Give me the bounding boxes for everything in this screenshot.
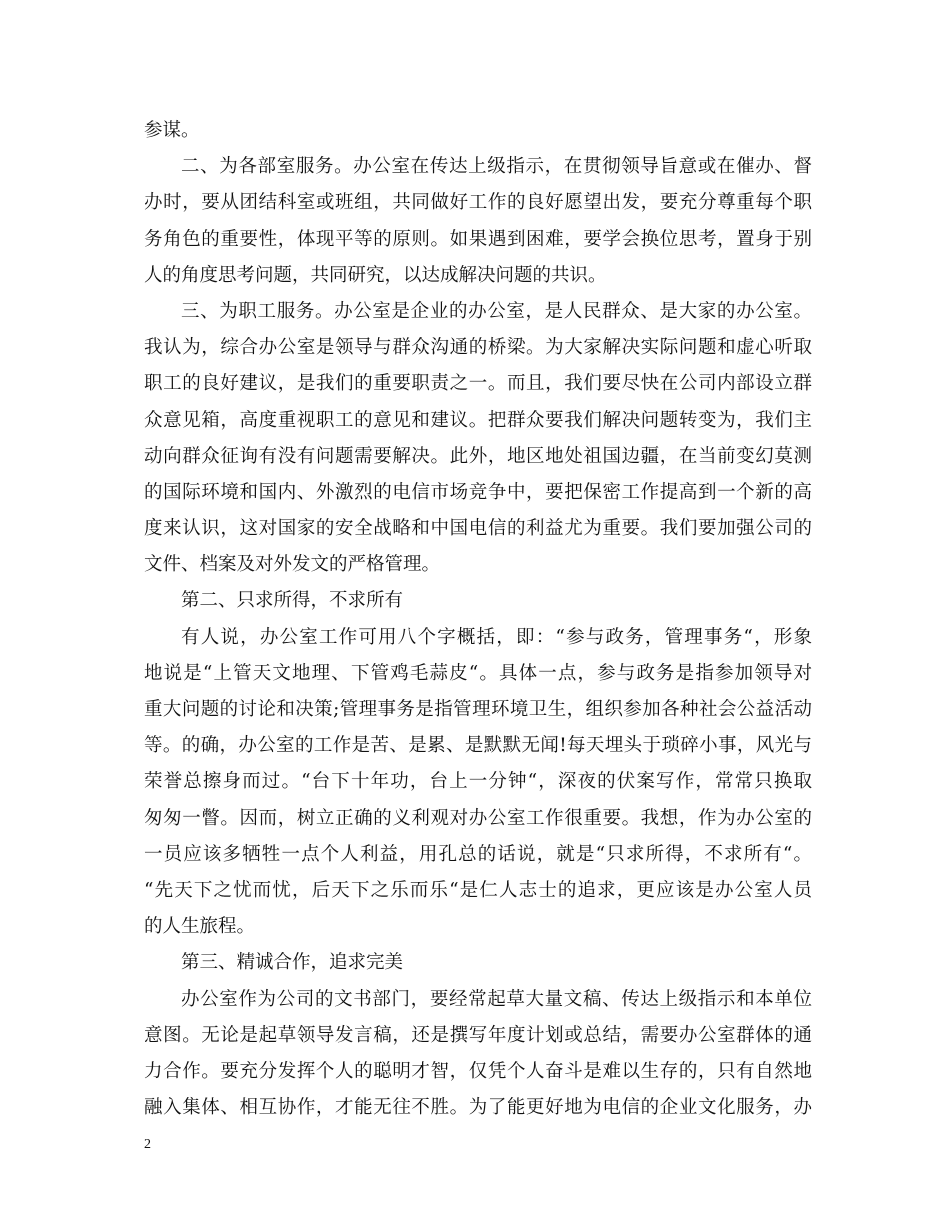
page-number: 2 [144, 1137, 151, 1152]
text-line: 办时，要从团结科室或班组，共同做好工作的良好愿望出发，要充分尊重每个职 [144, 192, 812, 214]
text-line: 地说是“上管天文地理、下管鸡毛蒜皮“。具体一点，参与政务是指参加领导对 [144, 662, 812, 684]
text-line: 有人说，办公室工作可用八个字概括，即：“参与政务，管理事务“，形象 [181, 626, 812, 648]
text-line: 众意见箱，高度重视职工的意见和建议。把群众要我们解决问题转变为，我们主 [144, 409, 812, 431]
text-line: “先天下之忧而忧，后天下之乐而乐“是仁人志士的追求，更应该是办公室人员 [144, 879, 812, 901]
text-line: 文件、档案及对外发文的严格管理。 [144, 554, 441, 576]
text-line: 第二、只求所得，不求所有 [181, 590, 404, 612]
text-line: 第三、精诚合作，追求完美 [181, 952, 404, 974]
text-line: 动向群众征询有没有问题需要解决。此外，地区地处祖国边疆，在当前变幻莫测 [144, 445, 812, 467]
document-body [144, 113, 812, 1126]
text-line: 二、为各部室服务。办公室在传达上级指示，在贯彻领导旨意或在催办、督 [181, 156, 812, 178]
text-line: 匆匆一瞥。因而，树立正确的义利观对办公室工作很重要。我想，作为办公室的 [144, 807, 812, 829]
text-line: 力合作。要充分发挥个人的聪明才智，仅凭个人奋斗是难以生存的，只有自然地 [144, 1060, 812, 1082]
text-line: 参谋。 [144, 120, 200, 141]
text-line: 重大问题的讨论和决策;管理事务是指管理环境卫生，组织参加各种社会公益活动 [144, 699, 812, 720]
text-line: 我认为，综合办公室是领导与群众沟通的桥梁。为大家解决实际问题和虚心听取 [144, 337, 812, 359]
text-line: 的国际环境和国内、外激烈的电信市场竞争中，要把保密工作提高到一个新的高 [144, 481, 812, 503]
text-line: 职工的良好建议，是我们的重要职责之一。而且，我们要尽快在公司内部设立群 [144, 373, 812, 395]
text-line: 人的角度思考问题，共同研究，以达成解决问题的共识。 [144, 264, 607, 286]
text-line: 务角色的重要性，体现平等的原则。如果遇到困难，要学会换位思考，置身于别 [144, 228, 812, 250]
text-line: 的人生旅程。 [144, 916, 256, 938]
text-line: 融入集体、相互协作，才能无往不胜。为了能更好地为电信的企业文化服务，办 [144, 1097, 812, 1119]
text-line: 意图。无论是起草领导发言稿，还是撰写年度计划或总结，需要办公室群体的通 [144, 1024, 812, 1046]
text-line: 荣誉总擦身而过。“台下十年功，台上一分钟“，深夜的伏案写作，常常只换取 [144, 771, 812, 793]
text-line: 度来认识，这对国家的安全战略和中国电信的利益尤为重要。我们要加强公司的 [144, 518, 812, 540]
text-line: 等。的确，办公室的工作是苦、是累、是默默无闻!每天埋头于琐碎小事，风光与 [144, 735, 812, 757]
text-line: 一员应该多牺牲一点个人利益，用孔总的话说，就是“只求所得，不求所有“。 [144, 843, 812, 865]
text-line: 三、为职工服务。办公室是企业的办公室，是人民群众、是大家的办公室。 [181, 300, 812, 322]
text-line: 办公室作为公司的文书部门，要经常起草大量文稿、传达上级指示和本单位 [181, 988, 812, 1010]
